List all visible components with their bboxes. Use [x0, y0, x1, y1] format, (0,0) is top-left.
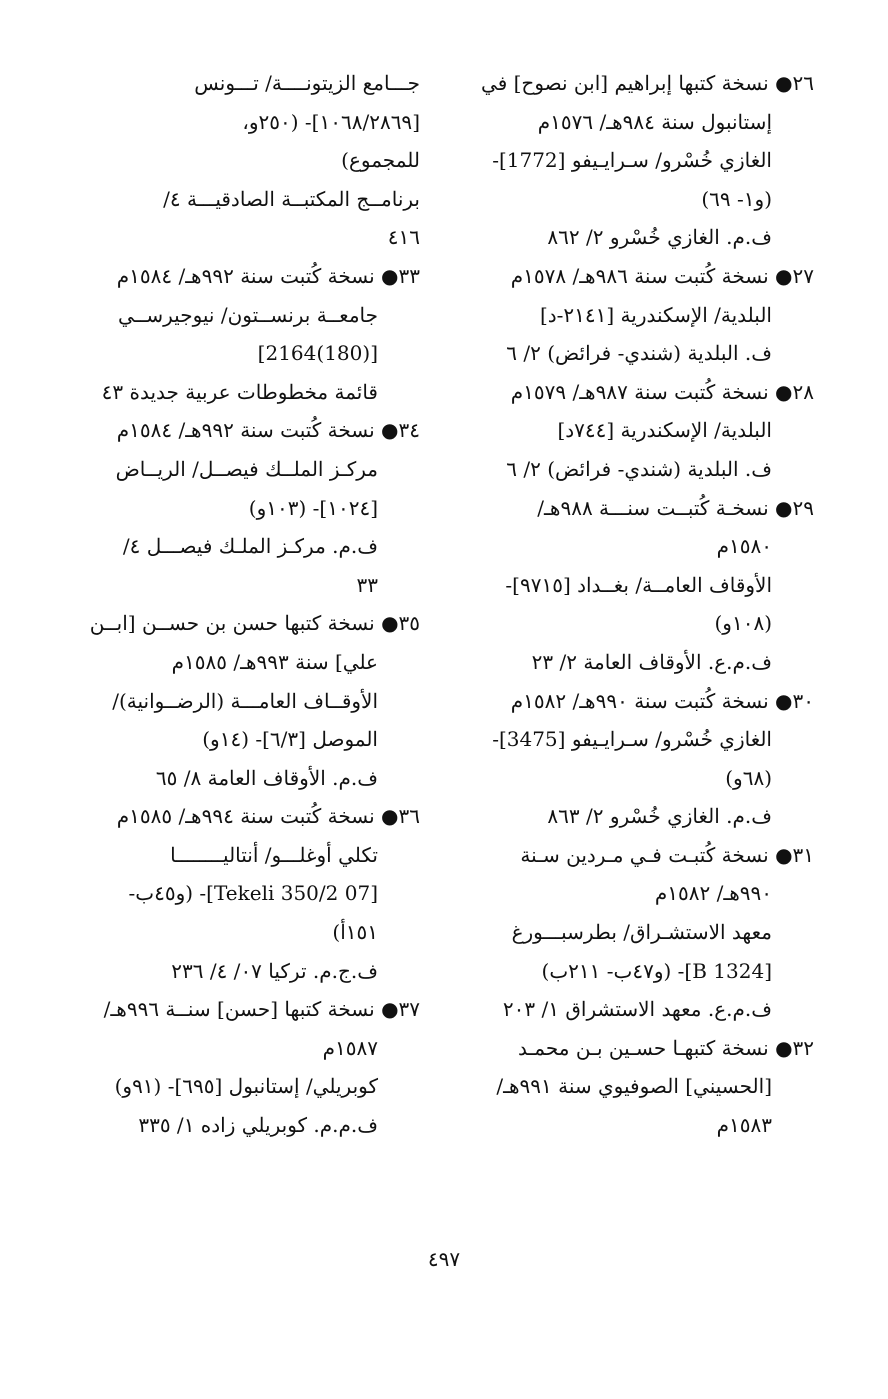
text-line: الأوقــاف العامـــة (الرضــوانية)/	[112, 688, 378, 713]
text-line: البلدية/ الإسكندرية [٢١٤١-د]	[539, 302, 772, 327]
text-line: جامعــة برنســتون/ نيوجيرســي	[117, 302, 378, 327]
text-line: ٩٩٠هـ/ ١٥٨٢م	[654, 881, 772, 906]
text-line: [١٠٦٨/٢٨٦٩]- (٢٥٠و،	[242, 109, 420, 134]
text-line: تكلي أوغلـــو/ أنتاليــــــــا	[170, 842, 378, 867]
text-line: ف.م. الغازي خُسْرو ٢/ ٨٦٣	[547, 804, 772, 829]
text-line: ١٥٨٧م	[322, 1035, 378, 1060]
text-line: الموصل [٦/٣]- (١٤و)	[202, 727, 378, 752]
text-line: (و١- ٦٩)	[701, 186, 772, 211]
text-line: ف.م.م. كوبريلي زاده ١/ ٣٣٥	[138, 1113, 378, 1138]
text-line: (١٠٨و)	[714, 611, 772, 636]
text-line: إستانبول سنة ٩٨٤هـ/ ١٥٧٦م	[537, 109, 772, 134]
text-line: [الحسيني] الصوفيوي سنة ٩٩١هـ/	[496, 1074, 772, 1099]
text-line: ف.م.ع. الأوقاف العامة ٢/ ٢٣	[531, 649, 772, 674]
right-column	[466, 64, 814, 1145]
text-line: ٤١٦	[387, 225, 420, 250]
text-line: ١٥٨٠م	[716, 534, 772, 559]
text-line: [B 1324]- (و٤٧ب- ٢١١ب)	[541, 958, 772, 983]
text-line: ف.م. مركـز الملـك فيصـــل ٤/	[122, 534, 378, 559]
text-line: ٣٣	[356, 572, 378, 597]
text-line: ١٥١أ)	[332, 920, 378, 945]
text-line: ف.م.ع. معهد الاستشراق ١/ ٢٠٣	[502, 997, 772, 1022]
text-line: قائمة مخطوطات عربية جديدة ٤٣	[101, 379, 378, 404]
text-line: مركـز الملــك فيصــل/ الريــاض	[115, 456, 378, 481]
text-line: ٣٠● نسخة كُتبت سنة ٩٩٠هـ/ ١٥٨٢م	[510, 688, 814, 713]
text-line: ف.م. الأوقاف العامة ٨/ ٦٥	[155, 765, 378, 790]
text-line: برنامــج المكتبــة الصادقيـــة ٤/	[163, 186, 420, 211]
text-line: ٢٦● نسخة كتبها إبراهيم [ابن نصوح] في	[481, 71, 814, 95]
text-line: (٦٨و)	[725, 765, 772, 790]
text-line: كوبريلي/ إستانبول [٦٩٥]- (٩١و)	[114, 1074, 378, 1099]
text-line: ٣٤● نسخة كُتبت سنة ٩٩٢هـ/ ١٥٨٤م	[116, 418, 420, 443]
text-line: ٢٩● نسخـة كُتبــت سنـــة ٩٨٨هـ/	[537, 495, 814, 520]
text-line: [١٠٢٤]- (١٠٣و)	[248, 495, 378, 520]
text-line: [07 Tekeli 350/2]- (و٤٥ب-	[128, 881, 378, 906]
text-line: الغازي خُسْرو/ سـرايـيفو [3475]-	[492, 727, 772, 752]
text-line: ٣١● نسخة كُتبـت فـي مـردين سـنة	[520, 842, 814, 867]
text-line: علي] سنة ٩٩٣هـ/ ١٥٨٥م	[171, 649, 378, 674]
text-line: البلدية/ الإسكندرية [٧٤٤د]	[557, 418, 772, 443]
text-line: ف.م. الغازي خُسْرو ٢/ ٨٦٢	[547, 225, 772, 250]
text-line: ف.ج.م. تركيا ٠٧/ ٤/ ٢٣٦	[171, 958, 378, 983]
text-line: ٣٦● نسخة كُتبت سنة ٩٩٤هـ/ ١٥٨٥م	[116, 804, 420, 829]
text-line: للمجموع)	[341, 148, 420, 173]
text-line: [(180)2164]	[257, 341, 378, 366]
text-line: ٣٧● نسخة كتبها [حسن] سنــة ٩٩٦هـ/	[103, 997, 420, 1022]
left-column	[80, 64, 420, 1145]
text-line: ف. البلدية (شندي- فرائض) ٢/ ٦	[506, 456, 772, 481]
text-line: ٣٥● نسخة كتبها حسن بن حســن [ابــن	[89, 611, 420, 636]
text-line: الغازي خُسْرو/ سـرايـيفو [1772]-	[492, 148, 772, 173]
text-line: الأوقاف العامــة/ بغــداد [٩٧١٥]-	[505, 572, 772, 597]
text-line: معهد الاستشـراق/ بطرسبـــورغ	[511, 920, 772, 945]
page-number: ٤٩٧	[427, 1247, 461, 1271]
text-line: ٢٧● نسخة كُتبت سنة ٩٨٦هـ/ ١٥٧٨م	[510, 263, 814, 288]
text-line: ف. البلدية (شندي- فرائض) ٢/ ٦	[506, 341, 772, 366]
text-line: ٣٣● نسخة كُتبت سنة ٩٩٢هـ/ ١٥٨٤م	[116, 263, 420, 288]
text-line: ٢٨● نسخة كُتبت سنة ٩٨٧هـ/ ١٥٧٩م	[510, 379, 814, 404]
text-line: ٣٢● نسخة كتبهـا حسـين بـن محمـد	[517, 1035, 814, 1060]
text-line: ١٥٨٣م	[716, 1113, 772, 1138]
text-line: جـــامع الزيتونــــة/ تـــونس	[194, 71, 420, 95]
